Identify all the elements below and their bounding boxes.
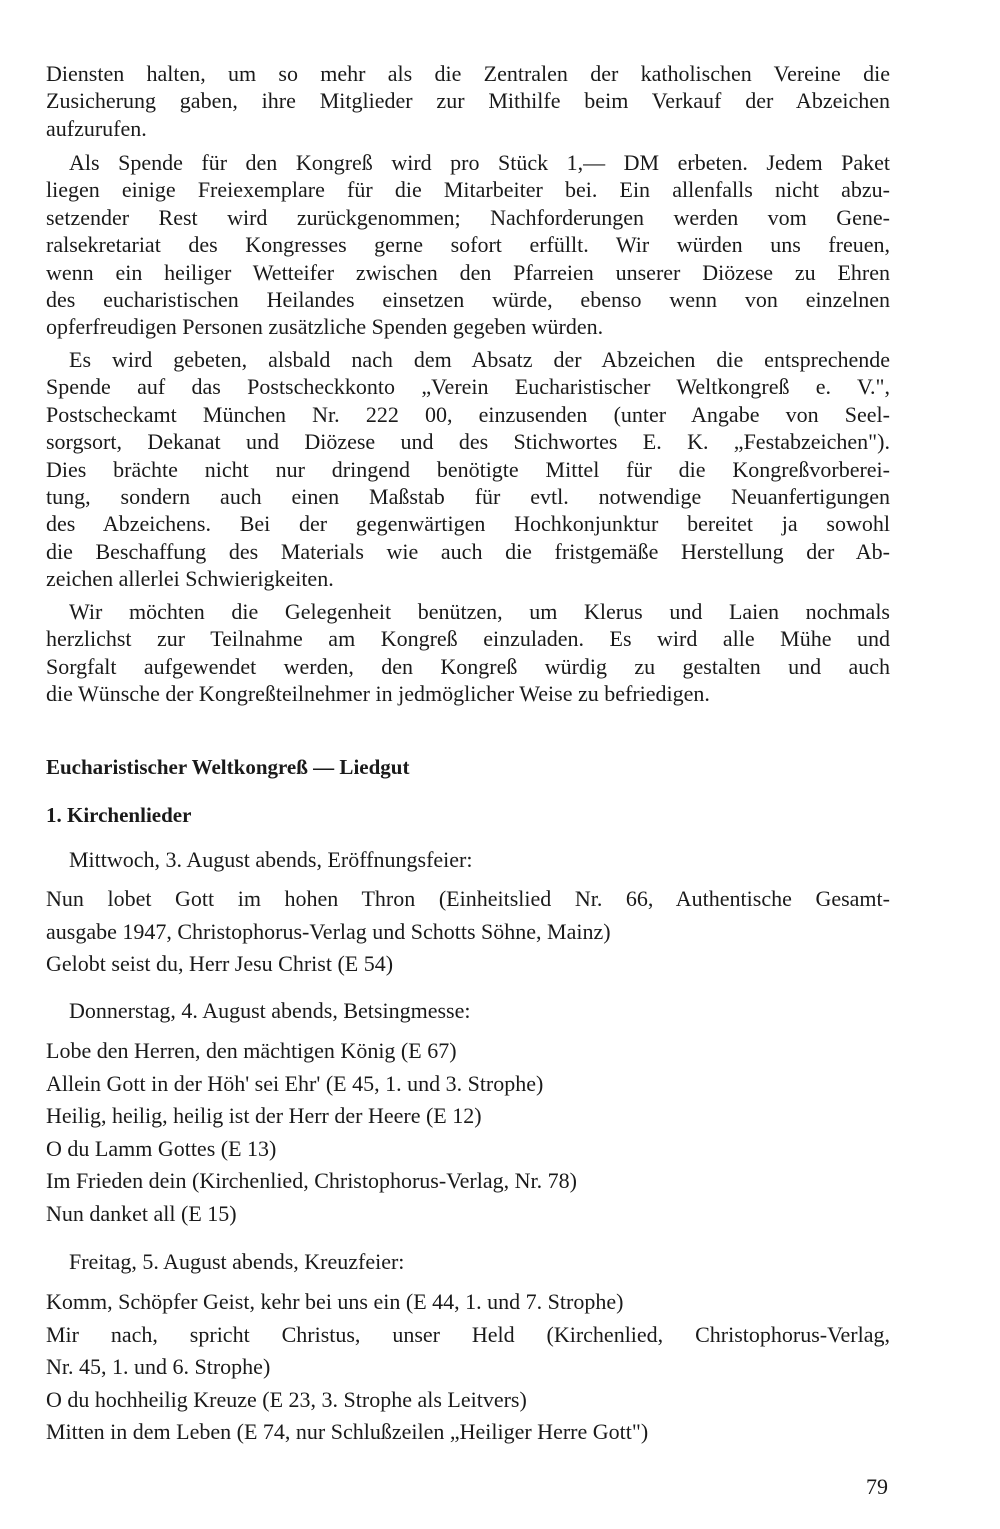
song-line: Allein Gott in der Höh' sei Ehr' (E 45, 1. und 3. Strophe) (46, 1070, 544, 1096)
song-item (46, 1133, 890, 1166)
paragraph-line: Als Spende für den Kongreß wird pro Stück 1,— DM erbeten. Jedem Paket (69, 150, 890, 175)
song-line: Nun lobet Gott im hohen Thron (Einheitslied Nr. 66, Authentische Gesamt- (46, 886, 890, 911)
section-title: Eucharistischer Weltkongreß — Liedgut (46, 755, 410, 779)
paragraph-line: setzender Rest wird zurückgenommen; Nachforderungen werden vom Gene- (46, 204, 890, 230)
paragraph-line: Postscheckamt München Nr. 222 00, einzusenden (unter Angabe von Seel- (46, 401, 890, 427)
paragraph-line: liegen einige Freiexemplare für die Mitarbeiter bei. Ein allenfalls nicht abzu- (46, 177, 890, 203)
song-line: Heilig, heilig, heilig ist der Herr der Heere (E 12) (46, 1103, 482, 1129)
paragraph-line: sorgsort, Dekanat und Diözese und des Stichwortes E. K. „Festabzeichen"). (46, 429, 890, 455)
song-list (46, 883, 890, 981)
paragraph-line: Diensten halten, um so mehr als die Zentralen der katholischen Vereine die (46, 61, 890, 86)
song-line: Im Frieden dein (Kirchenlied, Christophorus-Verlag, Nr. 78) (46, 1168, 577, 1194)
paragraph-line: Sorgfalt aufgewendet werden, den Kongreß würdig zu gestalten und auch (46, 653, 890, 679)
paragraph-line: des eucharistischen Heilandes einsetzen würde, ebenso wenn von einzelnen (46, 287, 890, 313)
paragraph-line: wenn ein heiliger Wetteifer zwischen den Pfarreien unserer Diözese zu Ehren (46, 259, 890, 285)
song-list (46, 1286, 890, 1449)
song-line: Mitten in dem Leben (E 74, nur Schlußzeilen „Heiliger Herre Gott") (46, 1419, 649, 1445)
song-line: O du hochheilig Kreuze (E 23, 3. Strophe als Leitvers) (46, 1386, 527, 1412)
song-list (46, 1035, 890, 1231)
paragraph-line: die Beschaffung des Materials wie auch die fristgemäße Herstellung der Ab- (46, 538, 890, 564)
song-line: O du Lamm Gottes (E 13) (46, 1135, 277, 1161)
paragraph-2 (46, 149, 890, 341)
song-item (46, 883, 890, 948)
paragraph-line: Wir möchten die Gelegenheit benützen, um Klerus und Laien nochmals (69, 599, 890, 624)
paragraph-line: ralsekretariat des Kongresses gerne sofort erfüllt. Wir würden uns freuen, (46, 232, 890, 258)
song-line: Mir nach, spricht Christus, unser Held (Kirchenlied, Christophorus-Verlag, (46, 1321, 890, 1347)
song-item (46, 1319, 890, 1384)
day-heading: Donnerstag, 4. August abends, Betsingmesse: (69, 998, 471, 1023)
paragraph-line: Spende auf das Postscheckkonto „Verein Eucharistischer Weltkongreß e. V.", (46, 374, 890, 400)
song-line: ausgabe 1947, Christophorus-Verlag und Schotts Söhne, Mainz) (46, 918, 611, 944)
paragraph-3 (46, 346, 890, 593)
song-line: Nun danket all (E 15) (46, 1200, 237, 1226)
song-line: Komm, Schöpfer Geist, kehr bei uns ein (E 44, 1. und 7. Strophe) (46, 1289, 624, 1314)
paragraph-line: tung, sondern auch einen Maßstab für evtl. notwendige Neuanfertigungen (46, 484, 890, 510)
paragraph-line: zeichen allerlei Schwierigkeiten. (46, 566, 334, 592)
song-line: Gelobt seist du, Herr Jesu Christ (E 54) (46, 951, 394, 977)
song-item (46, 1068, 890, 1101)
paragraph-line: Es wird gebeten, alsbald nach dem Absatz der Abzeichen die entsprechende (69, 347, 890, 372)
song-item (46, 1035, 890, 1068)
paragraph-line: des Abzeichens. Bei der gegenwärtigen Hochkonjunktur bereitet ja sowohl (46, 511, 890, 537)
paragraph-line: opferfreudigen Personen zusätzliche Spenden gegeben würden. (46, 314, 604, 340)
song-item (46, 948, 890, 981)
paragraph-line: die Wünsche der Kongreßteilnehmer in jedmöglicher Weise zu befriedigen. (46, 681, 710, 707)
song-item (46, 1198, 890, 1231)
paragraph-line: herzlichst zur Teilnahme am Kongreß einzuladen. Es wird alle Mühe und (46, 626, 890, 652)
song-item (46, 1100, 890, 1133)
day-heading: Mittwoch, 3. August abends, Eröffnungsfeier: (69, 847, 473, 872)
song-line: Lobe den Herren, den mächtigen König (E 67) (46, 1038, 457, 1063)
paragraph-1 (46, 60, 890, 142)
song-item (46, 1286, 890, 1319)
paragraph-4 (46, 598, 890, 708)
song-item (46, 1165, 890, 1198)
paragraph-line: Dies brächte nicht nur dringend benötigte Mittel für die Kongreßvorberei- (46, 456, 890, 482)
page-number: 79 (866, 1474, 888, 1499)
song-item (46, 1416, 890, 1449)
paragraph-line: aufzurufen. (46, 115, 147, 141)
day-heading: Freitag, 5. August abends, Kreuzfeier: (69, 1249, 405, 1274)
song-line: Nr. 45, 1. und 6. Strophe) (46, 1354, 271, 1380)
song-item (46, 1384, 890, 1417)
paragraph-line: Zusicherung gaben, ihre Mitglieder zur Mithilfe beim Verkauf der Abzeichen (46, 88, 890, 114)
subsection-title: 1. Kirchenlieder (46, 803, 192, 827)
